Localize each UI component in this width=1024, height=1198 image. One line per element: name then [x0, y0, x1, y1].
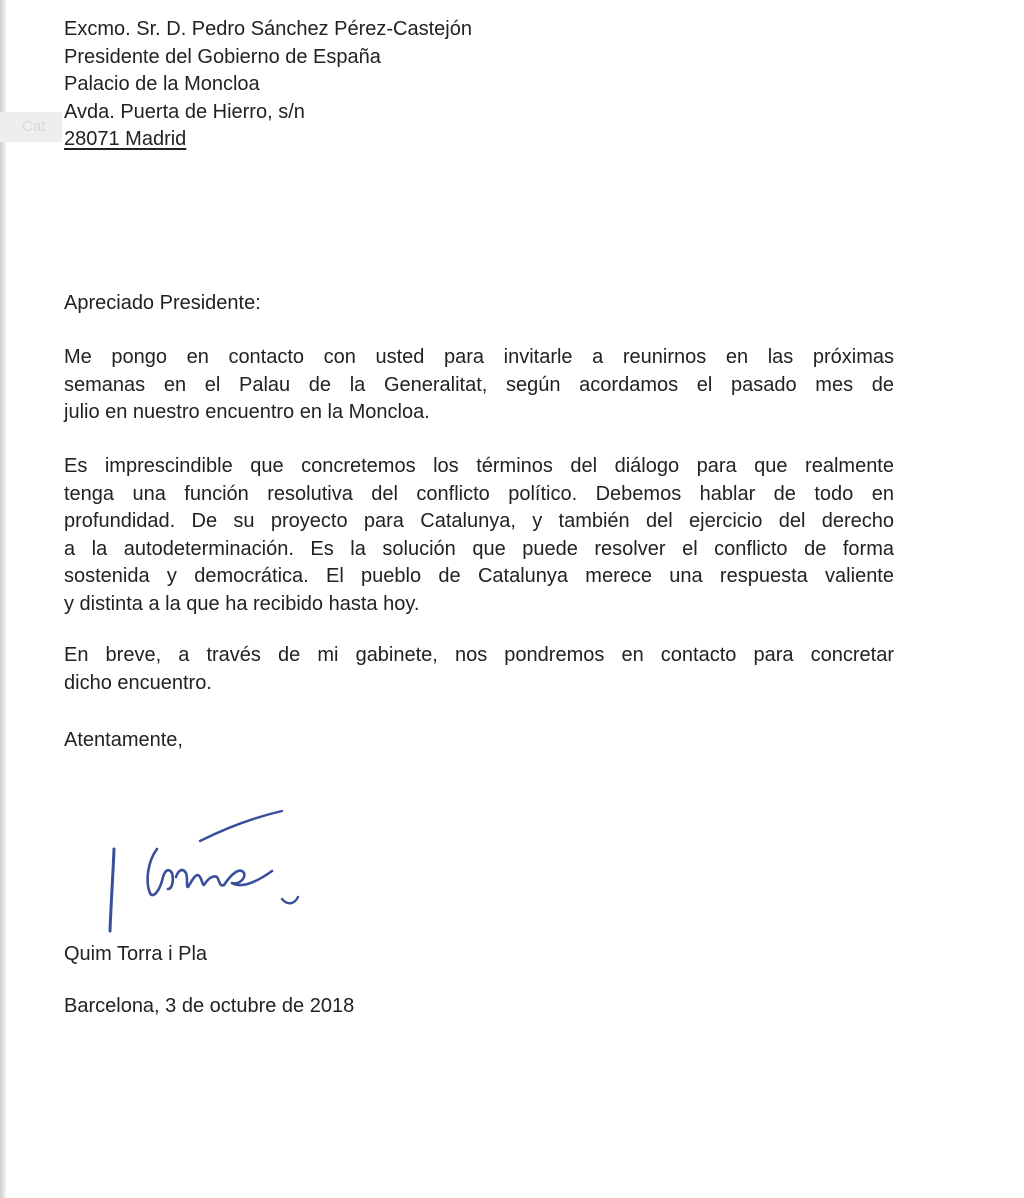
- recipient-address: [64, 16, 894, 154]
- recipient-street: Avda. Puerta de Hierro, s/n: [64, 100, 305, 123]
- recipient-city: 28071 Madrid: [64, 128, 187, 150]
- paragraph-line: Me pongo en contacto con usted para invitarle a reunirnos en las próximas: [64, 346, 894, 368]
- paragraph-line: En breve, a través de mi gabinete, nos pondremos en contacto para concretar: [64, 644, 894, 666]
- paragraph-invitation: [64, 344, 894, 427]
- paragraph-followup: [64, 642, 894, 697]
- edge-tab-text: Cat: [22, 118, 46, 135]
- scan-left-edge: [0, 0, 6, 1198]
- handwritten-signature: [92, 805, 332, 945]
- paragraph-line: semanas en el Palau de la Generalitat, según acordamos el pasado mes de: [64, 373, 894, 396]
- place-date: Barcelona, 3 de octubre de 2018: [64, 995, 355, 1017]
- paragraph-line: Es imprescindible que concretemos los términos del diálogo para que realmente: [64, 455, 894, 477]
- paragraph-line: profundidad. De su proyecto para Catalunya, y también del ejercicio del derecho: [64, 510, 894, 532]
- closing: Atentamente,: [64, 729, 183, 751]
- recipient-name: Excmo. Sr. D. Pedro Sánchez Pérez-Castejón: [64, 18, 472, 40]
- salutation: Apreciado Presidente:: [64, 292, 261, 314]
- paragraph-line: julio en nuestro encuentro en la Moncloa.: [64, 401, 430, 423]
- paragraph-line: y distinta a la que ha recibido hasta hoy.: [64, 592, 420, 615]
- edge-tab: [0, 112, 62, 142]
- signer-name: Quim Torra i Pla: [64, 943, 208, 965]
- paragraph-line: tenga una función resolutiva del conflicto político. Debemos hablar de todo en: [64, 482, 894, 505]
- paragraph-line: dicho encuentro.: [64, 671, 212, 694]
- recipient-building: Palacio de la Moncloa: [64, 73, 260, 95]
- paragraph-line: sostenida y democrática. El pueblo de Catalunya merece una respuesta valiente: [64, 565, 894, 587]
- recipient-title: Presidente del Gobierno de España: [64, 45, 381, 68]
- paragraph-line: a la autodeterminación. Es la solución que puede resolver el conflicto de forma: [64, 537, 894, 560]
- paragraph-dialogue: [64, 453, 894, 618]
